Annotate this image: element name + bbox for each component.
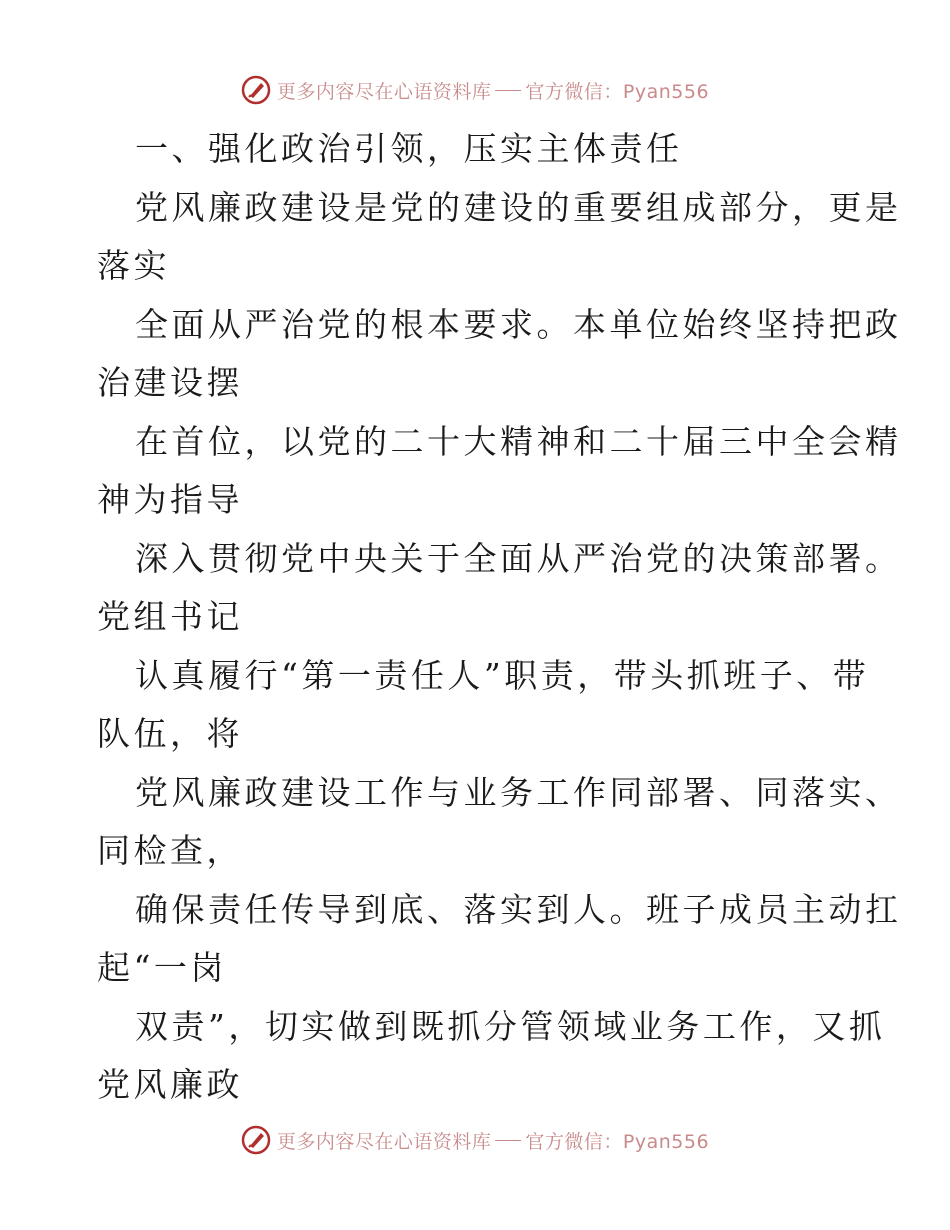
paragraph-line: 党风廉政建设工作与业务工作同部署、同落实、	[135, 772, 902, 812]
watermark-prefix: 更多内容尽在心语资料库	[276, 80, 492, 103]
paragraph-line: 队伍，将	[97, 714, 243, 753]
paragraph-line: 起“一岗	[97, 948, 227, 987]
paragraph-line: 同检查，	[97, 831, 243, 870]
watermark-prefix: 更多内容尽在心语资料库	[276, 1130, 492, 1153]
paragraph-line: 认真履行“第一责任人”职责，带头抓班子、带	[135, 655, 870, 695]
watermark-suffix: 官方微信：Pyan556	[525, 80, 710, 103]
document-body	[97, 120, 902, 1115]
pen-seal-icon	[241, 75, 271, 105]
paragraph-line: 落实	[97, 246, 170, 285]
watermark-dash	[495, 90, 521, 91]
paragraph-line: 双责”，切实做到既抓分管领域业务工作，又抓	[135, 1006, 886, 1046]
watermark-suffix: 官方微信：Pyan556	[525, 1130, 710, 1153]
watermark-dash	[495, 1140, 521, 1141]
pen-seal-icon	[241, 1125, 271, 1155]
paragraph-line: 党组书记	[97, 597, 243, 636]
paragraph-line: 治建设摆	[97, 363, 243, 402]
footer-watermark	[0, 1120, 950, 1160]
paragraph-line: 确保责任传导到底、落实到人。班子成员主动扛	[135, 889, 902, 929]
paragraph-line: 深入贯彻党中央关于全面从严治党的决策部署。	[135, 538, 902, 578]
paragraph-line: 党风廉政	[97, 1065, 243, 1104]
header-watermark	[0, 70, 950, 110]
paragraph-line: 党风廉政建设是党的建设的重要组成部分，更是	[135, 187, 902, 227]
paragraph-line: 全面从严治党的根本要求。本单位始终坚持把政	[135, 304, 902, 344]
section-heading: 一、强化政治引领，压实主体责任	[135, 129, 683, 168]
paragraph-line: 神为指导	[97, 480, 243, 519]
paragraph-line: 在首位，以党的二十大精神和二十届三中全会精	[135, 421, 902, 461]
